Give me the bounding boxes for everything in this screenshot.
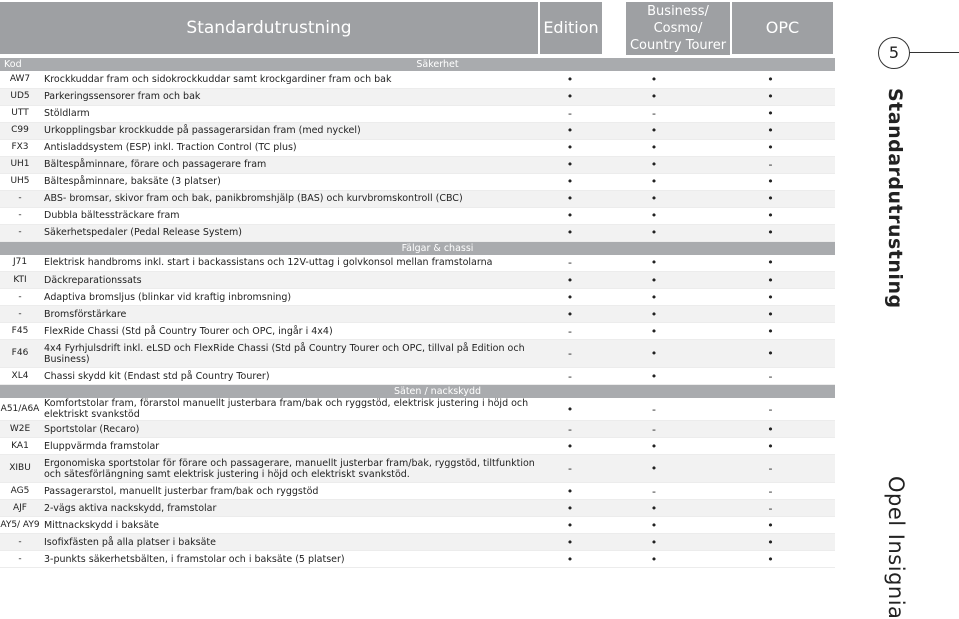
row-code: XL4 (0, 368, 40, 385)
row-code: - (0, 289, 40, 306)
row-description: Däckreparationssats (40, 272, 538, 289)
row-description: Mittnackskydd i baksäte (40, 517, 538, 534)
row-description: 4x4 Fyrhjulsdrift inkl. eLSD och FlexRide Chassi (Std på Country Tourer och OPC, tillval på Edition och Business) (40, 340, 538, 368)
row-description: Komfortstolar fram, förarstol manuellt justerbara fram/bak och ryggstöd, elektrisk justering i höjd och elektriskt svankstöd (40, 398, 538, 421)
row-opc-mark: • (706, 421, 835, 438)
table-row (0, 483, 835, 500)
row-business-mark: • (602, 438, 706, 455)
row-code: AG5 (0, 483, 40, 500)
row-description: Bältespåminnare, baksäte (3 platser) (40, 173, 538, 190)
section-kod: Kod (0, 58, 40, 71)
row-description: Sportstolar (Recaro) (40, 421, 538, 438)
page-number-rule (909, 52, 959, 53)
table-row (0, 500, 835, 517)
row-edition-mark: • (538, 122, 602, 139)
row-description: Urkopplingsbar krockkudde på passagerarsidan fram (med nyckel) (40, 122, 538, 139)
row-description: Passagerarstol, manuellt justerbar fram/bak och ryggstöd (40, 483, 538, 500)
row-edition-mark: • (538, 71, 602, 88)
row-code: KTI (0, 272, 40, 289)
row-code: - (0, 306, 40, 323)
row-description: Krockkuddar fram och sidokrockkuddar samt krockgardiner fram och bak (40, 71, 538, 88)
row-opc-mark: • (706, 122, 835, 139)
row-business-mark: • (602, 534, 706, 551)
table-row (0, 255, 835, 272)
vertical-model-title: Opel Insignia (884, 476, 908, 619)
table-row (0, 340, 835, 368)
header-business-line-2: Cosmo/ (653, 21, 703, 36)
row-code: F45 (0, 323, 40, 340)
row-code: AW7 (0, 71, 40, 88)
row-opc-mark: • (706, 534, 835, 551)
row-edition-mark: • (538, 272, 602, 289)
row-code: J71 (0, 255, 40, 272)
row-opc-mark: • (706, 340, 835, 368)
table-row (0, 421, 835, 438)
row-opc-mark: • (706, 224, 835, 241)
vertical-section-title: Standardutrustning (884, 88, 906, 309)
row-opc-mark: • (706, 190, 835, 207)
row-code: UTT (0, 105, 40, 122)
row-opc-mark: • (706, 88, 835, 105)
row-description: Elektrisk handbroms inkl. start i backassistans och 12V-uttag i golvkonsol mellan framstolarna (40, 255, 538, 272)
table-row (0, 398, 835, 421)
row-edition-mark: • (538, 306, 602, 323)
row-description: ABS- bromsar, skivor fram och bak, panikbromshjälp (BAS) och kurvbromskontroll (CBC) (40, 190, 538, 207)
row-business-mark: • (602, 156, 706, 173)
table-row (0, 368, 835, 385)
row-description: Chassi skydd kit (Endast std på Country Tourer) (40, 368, 538, 385)
row-edition-mark: - (538, 340, 602, 368)
row-code: UD5 (0, 88, 40, 105)
row-edition-mark: - (538, 368, 602, 385)
row-business-mark: • (602, 289, 706, 306)
row-business-mark: • (602, 306, 706, 323)
row-business-mark: • (602, 255, 706, 272)
row-edition-mark: - (538, 255, 602, 272)
row-opc-mark: • (706, 255, 835, 272)
row-edition-mark: • (538, 438, 602, 455)
header-edition-cell (540, 2, 602, 54)
row-code: W2E (0, 421, 40, 438)
table-row (0, 534, 835, 551)
row-code: A51/A6A (0, 398, 40, 421)
table-row (0, 122, 835, 139)
row-business-mark: • (602, 368, 706, 385)
row-edition-mark: • (538, 500, 602, 517)
header-opc: OPC (765, 18, 800, 37)
row-business-mark: • (602, 455, 706, 483)
header-edition: Edition (543, 18, 599, 37)
row-business-mark: - (602, 105, 706, 122)
row-description: Bältespåminnare, förare och passagerare fram (40, 156, 538, 173)
row-description: Eluppvärmda framstolar (40, 438, 538, 455)
row-opc-mark: • (706, 173, 835, 190)
table-row (0, 71, 835, 88)
table-row (0, 224, 835, 241)
row-edition-mark: • (538, 224, 602, 241)
row-description: 2-vägs aktiva nackskydd, framstolar (40, 500, 538, 517)
row-business-mark: • (602, 139, 706, 156)
row-description: Parkeringssensorer fram och bak (40, 88, 538, 105)
row-business-mark: • (602, 207, 706, 224)
header-business-line-3: Country Tourer (629, 38, 727, 53)
row-description: Dubbla bältessträckare fram (40, 207, 538, 224)
table-row (0, 173, 835, 190)
section-kod (0, 241, 40, 255)
row-business-mark: • (602, 190, 706, 207)
header-business-line-1: Business/ (647, 4, 709, 19)
row-description: Adaptiva bromsljus (blinkar vid kraftig inbromsning) (40, 289, 538, 306)
row-business-mark: • (602, 224, 706, 241)
row-edition-mark: • (538, 156, 602, 173)
table-row (0, 190, 835, 207)
row-edition-mark: • (538, 483, 602, 500)
table-row (0, 207, 835, 224)
table-row (0, 551, 835, 568)
row-code: C99 (0, 122, 40, 139)
section-title: Fälgar & chassi (40, 241, 835, 255)
row-edition-mark: • (538, 398, 602, 421)
table-row (0, 306, 835, 323)
row-code: AJF (0, 500, 40, 517)
row-opc-mark: • (706, 551, 835, 568)
row-code: UH5 (0, 173, 40, 190)
row-opc-mark: - (706, 398, 835, 421)
row-opc-mark: - (706, 368, 835, 385)
row-business-mark: • (602, 122, 706, 139)
row-code: - (0, 551, 40, 568)
row-edition-mark: • (538, 207, 602, 224)
row-edition-mark: • (538, 517, 602, 534)
row-opc-mark: - (706, 483, 835, 500)
section-header-row (0, 241, 835, 255)
row-opc-mark: - (706, 500, 835, 517)
row-edition-mark: • (538, 190, 602, 207)
section-title: Säkerhet (40, 58, 835, 71)
row-edition-mark: • (538, 551, 602, 568)
row-description: Bromsförstärkare (40, 306, 538, 323)
equipment-table (0, 58, 835, 568)
row-edition-mark: • (538, 173, 602, 190)
row-business-mark: • (602, 323, 706, 340)
row-code: KA1 (0, 438, 40, 455)
row-opc-mark: • (706, 438, 835, 455)
row-edition-mark: • (538, 139, 602, 156)
row-edition-mark: - (538, 455, 602, 483)
row-business-mark: • (602, 551, 706, 568)
row-opc-mark: • (706, 517, 835, 534)
row-business-mark: - (602, 398, 706, 421)
row-business-mark: • (602, 88, 706, 105)
table-row (0, 455, 835, 483)
table-row (0, 438, 835, 455)
row-opc-mark: • (706, 306, 835, 323)
row-code: - (0, 207, 40, 224)
row-edition-mark: • (538, 289, 602, 306)
row-code: - (0, 224, 40, 241)
table-row (0, 289, 835, 306)
row-code: AY5/ AY9 (0, 517, 40, 534)
row-business-mark: - (602, 483, 706, 500)
row-business-mark: • (602, 500, 706, 517)
table-row (0, 272, 835, 289)
table-row (0, 139, 835, 156)
row-description: Antisladdsystem (ESP) inkl. Traction Control (TC plus) (40, 139, 538, 156)
row-edition-mark: • (538, 88, 602, 105)
row-opc-mark: • (706, 139, 835, 156)
row-code: UH1 (0, 156, 40, 173)
row-edition-mark: - (538, 421, 602, 438)
header-business-cell (626, 2, 730, 55)
row-code: - (0, 534, 40, 551)
row-business-mark: • (602, 173, 706, 190)
row-description: Stöldlarm (40, 105, 538, 122)
row-code: - (0, 190, 40, 207)
row-business-mark: • (602, 71, 706, 88)
row-opc-mark: • (706, 272, 835, 289)
row-opc-mark: • (706, 289, 835, 306)
section-header-row (0, 58, 835, 71)
table-row (0, 323, 835, 340)
section-kod (0, 385, 40, 399)
row-business-mark: • (602, 517, 706, 534)
row-edition-mark: - (538, 323, 602, 340)
row-opc-mark: • (706, 105, 835, 122)
table-row (0, 88, 835, 105)
row-edition-mark: • (538, 534, 602, 551)
table-row (0, 156, 835, 173)
row-business-mark: • (602, 340, 706, 368)
header-title: Standardutrustning (186, 18, 352, 38)
table-row (0, 517, 835, 534)
row-description: Ergonomiska sportstolar för förare och passagerare, manuellt justerbar fram/bak, ryggstöd, tiltfunktion och sätesförlängning samt elektrisk justering i höjd och elektriskt svankstöd. (40, 455, 538, 483)
row-description: FlexRide Chassi (Std på Country Tourer och OPC, ingår i 4x4) (40, 323, 538, 340)
row-description: Isofixfästen på alla platser i baksäte (40, 534, 538, 551)
row-code: XIBU (0, 455, 40, 483)
section-title: Säten / nackskydd (40, 385, 835, 399)
row-opc-mark: • (706, 323, 835, 340)
row-code: F46 (0, 340, 40, 368)
row-description: Säkerhetspedaler (Pedal Release System) (40, 224, 538, 241)
page-number: 5 (878, 37, 910, 69)
row-opc-mark: • (706, 207, 835, 224)
header-title-cell (0, 2, 538, 54)
row-opc-mark: - (706, 156, 835, 173)
section-header-row (0, 385, 835, 399)
table-row (0, 105, 835, 122)
row-opc-mark: • (706, 71, 835, 88)
row-code: FX3 (0, 139, 40, 156)
row-business-mark: • (602, 272, 706, 289)
row-business-mark: - (602, 421, 706, 438)
row-description: 3-punkts säkerhetsbälten, i framstolar och i baksäte (5 platser) (40, 551, 538, 568)
row-edition-mark: - (538, 105, 602, 122)
row-opc-mark: - (706, 455, 835, 483)
header-opc-cell (732, 2, 833, 54)
